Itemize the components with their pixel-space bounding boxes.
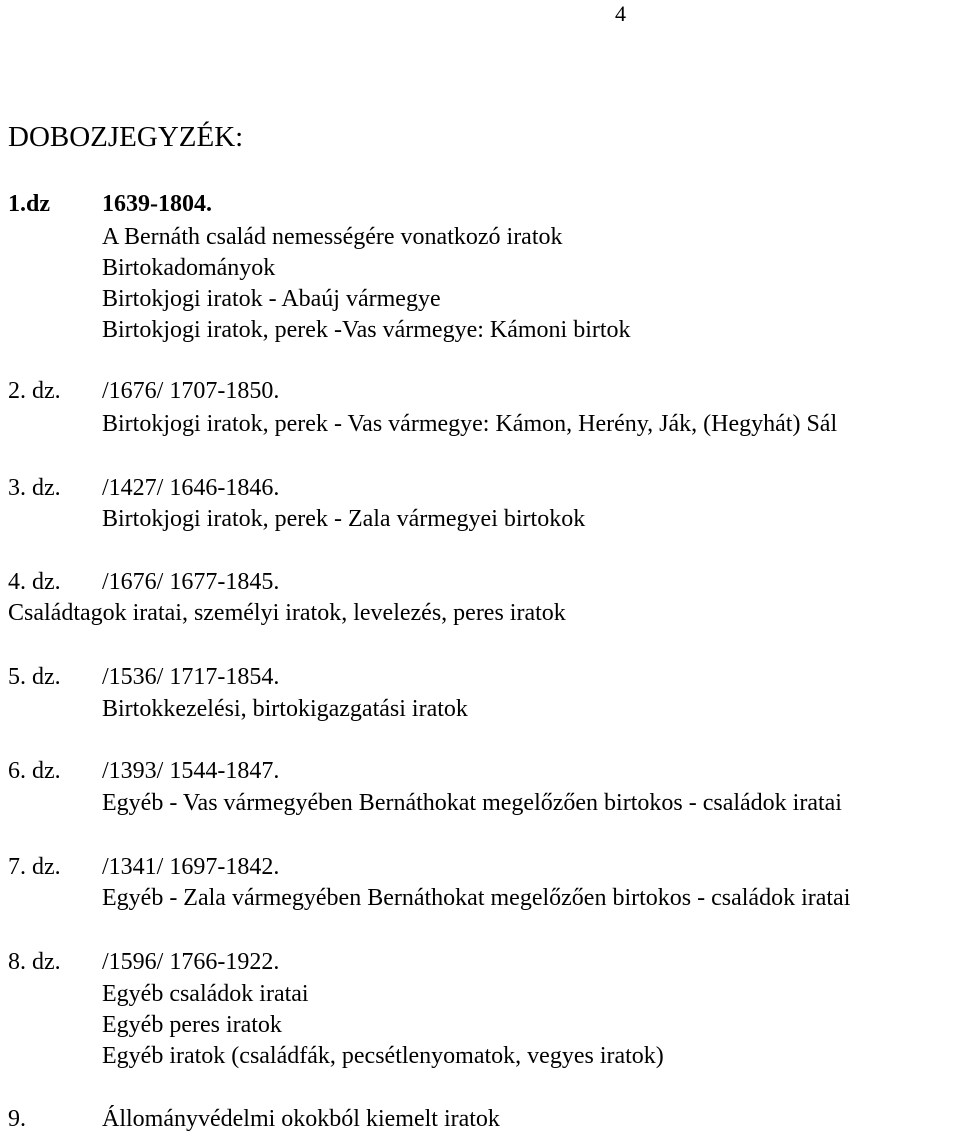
box-8-range: /1596/ 1766-1922. [102, 949, 280, 975]
box-3-range: /1427/ 1646-1846. [102, 475, 280, 501]
box-5-number: 5. dz. [8, 664, 61, 690]
box-1-line-1: A Bernáth család nemességére vonatkozó iratok [102, 224, 563, 250]
box-8-line-3: Egyéb iratok (családfák, pecsétlenyomatok, vegyes iratok) [102, 1043, 664, 1069]
box-9-range: Állományvédelmi okokból kiemelt iratok [102, 1106, 500, 1132]
box-3-line-1: Birtokjogi iratok, perek - Zala vármegyei birtokok [102, 506, 586, 532]
box-7-range: /1341/ 1697-1842. [102, 854, 280, 880]
box-4-line-1: Családtagok iratai, személyi iratok, levelezés, peres iratok [8, 600, 566, 626]
box-2-line-1: Birtokjogi iratok, perek - Vas vármegye: Kámon, Herény, Ják, (Hegyhát) Sál [102, 411, 838, 437]
box-1-line-3: Birtokjogi iratok - Abaúj vármegye [102, 286, 441, 312]
box-2-number: 2. dz. [8, 378, 61, 404]
box-7-line-1: Egyéb - Zala vármegyében Bernáthokat megelőzően birtokos - családok iratai [102, 885, 851, 911]
box-6-range: /1393/ 1544-1847. [102, 758, 280, 784]
box-5-range: /1536/ 1717-1854. [102, 664, 280, 690]
page-title: DOBOZJEGYZÉK: [8, 121, 244, 153]
box-9-number: 9. [8, 1106, 26, 1132]
box-8-line-1: Egyéb családok iratai [102, 981, 309, 1007]
box-4-range: /1676/ 1677-1845. [102, 569, 280, 595]
box-7-number: 7. dz. [8, 854, 61, 880]
box-2-range: /1676/ 1707-1850. [102, 378, 280, 404]
box-1-range: 1639-1804. [102, 191, 212, 217]
box-1-line-2: Birtokadományok [102, 255, 276, 281]
box-6-number: 6. dz. [8, 758, 61, 784]
box-8-line-2: Egyéb peres iratok [102, 1012, 282, 1038]
box-5-line-1: Birtokkezelési, birtokigazgatási iratok [102, 696, 468, 722]
box-1-line-4: Birtokjogi iratok, perek -Vas vármegye: Kámoni birtok [102, 317, 631, 343]
page-number: 4 [615, 1, 626, 26]
box-8-number: 8. dz. [8, 949, 61, 975]
box-1-number: 1.dz [8, 191, 50, 217]
box-6-line-1: Egyéb - Vas vármegyében Bernáthokat megelőzően birtokos - családok iratai [102, 790, 842, 816]
box-4-number: 4. dz. [8, 569, 61, 595]
box-3-number: 3. dz. [8, 475, 61, 501]
